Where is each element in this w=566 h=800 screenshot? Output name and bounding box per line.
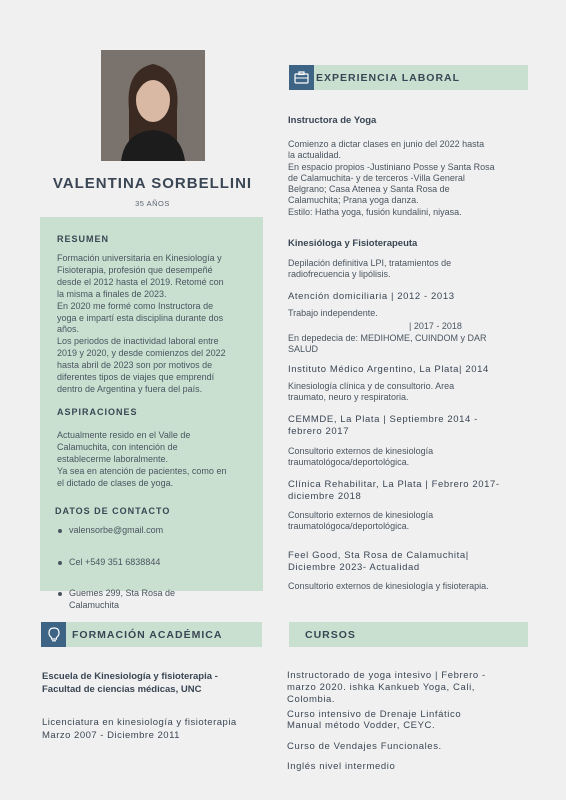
- course-yoga: Instructorado de yoga intesivo | Febrero - marzo 2020. ishka Kankueb Yoga, Cali, Colombia.: [287, 670, 486, 705]
- lightbulb-icon: [41, 622, 66, 647]
- bullet-icon: [58, 529, 62, 533]
- summary-text: Formación universitaria en Kinesiología y Fisioterapia, profesión que desempeñé desde el 2012 hasta el 2019. Retomé con la misma a finales de 2023. En 2020 me formé como Instructora de yoga e impartí esta disciplina durante dos años. Los periodos de inactividad laboral entre 2019 y 2020, y desde comienzos del 2022 hasta abril de 2023 son por motivos de diferentes tipos de viajes que emprendí dentro de Argentina y fuera del país.: [57, 253, 226, 394]
- job-range-text: | 2017 - 2018: [409, 321, 462, 331]
- course-drenaje: Curso intensivo de Drenaje Linfático Manual método Vodder, CEYC.: [287, 709, 462, 731]
- job-feelgood-title: Feel Good, Sta Rosa de Calamuchita| Diciembre 2023- Actualidad: [288, 550, 469, 573]
- contact-email[interactable]: valensorbe@gmail.com: [55, 525, 255, 537]
- person-name: VALENTINA SORBELLINI: [52, 175, 253, 192]
- aspirations-text: Actualmente resido en el Valle de Calamuchita, con intención de establecerme laboralmente. Ya sea en atención de pacientes, como en el dictado de clases de yoga.: [57, 430, 227, 488]
- job-clinica-title: Clínica Rehabilitar, La Plata | Febrero 2017- diciembre 2018: [288, 479, 500, 502]
- job-clinica-text: Consultorio externos de kinesiología traumatológoca/deportológica.: [288, 510, 434, 532]
- contact-address: Guemes 299, Sta Rosa de Calamuchita: [55, 588, 255, 611]
- experience-title: EXPERIENCIA LABORAL: [316, 72, 461, 84]
- education-header: [66, 622, 262, 647]
- education-title: FORMACIÓN ACADÉMICA: [72, 629, 223, 641]
- bullet-icon: [58, 561, 62, 565]
- bullet-icon: [58, 592, 62, 596]
- course-ingles: Inglés nivel intermedio: [287, 761, 396, 772]
- job-kine-text: Depilación definitiva LPI, tratamientos de radiofrecuencia y lipólisis.: [288, 258, 452, 280]
- person-age: 35 AÑOS: [135, 199, 170, 208]
- course-vendajes: Curso de Vendajes Funcionales.: [287, 741, 442, 752]
- profile-photo: [101, 50, 205, 161]
- education-degree: Licenciatura en kinesiología y fisioterapia Marzo 2007 - Diciembre 2011: [42, 717, 237, 741]
- job-feelgood-text: Consultorio externos de kinesiología y fisioterapia.: [288, 581, 489, 591]
- experience-header: [314, 65, 528, 90]
- education-school: Escuela de Kinesiología y fisioterapia - Facultad de ciencias médicas, UNC: [42, 671, 218, 695]
- job-yoga-title: Instructora de Yoga: [288, 115, 377, 126]
- job-ima-text: Kinesiología clínica y de consultorio. Area traumato, neuro y respiratoria.: [288, 381, 455, 403]
- job-cemmde-text: Consultorio externos de kinesiología traumatológoca/deportológica.: [288, 446, 434, 468]
- job-depend-text: En depedecia de: MEDIHOME, CUINDOM y DAR SALUD: [288, 333, 487, 355]
- courses-header: [289, 622, 528, 647]
- job-home-text: Trabajo independente.: [288, 308, 378, 318]
- job-yoga-text: Comienzo a dictar clases en junio del 2022 hasta la actualidad. En espacio propios -Justiniano Posse y Santa Rosa de Calamuchita- y de terceros -Villa General Belgrano; Casa Atenea y Santa Rosa de Calamuchita; Prana yoga danza. Estilo: Hatha yoga, fusión kundalini, niyasa.: [288, 139, 495, 217]
- job-cemmde-title: CEMMDE, La Plata | Septiembre 2014 - febrero 2017: [288, 414, 478, 437]
- briefcase-icon: [289, 65, 314, 90]
- job-home-title: Atención domiciliaria | 2012 - 2013: [288, 291, 455, 302]
- aspirations-title: ASPIRACIONES: [57, 407, 138, 417]
- summary-title: RESUMEN: [57, 234, 110, 244]
- job-kine-title: Kinesióloga y Fisioterapeuta: [288, 238, 418, 249]
- contact-phone[interactable]: Cel +549 351 6838844: [55, 557, 255, 569]
- job-ima-title: Instituto Médico Argentino, La Plata| 2014: [288, 364, 489, 375]
- courses-title: CURSOS: [305, 629, 356, 641]
- contact-title: DATOS DE CONTACTO: [55, 506, 171, 516]
